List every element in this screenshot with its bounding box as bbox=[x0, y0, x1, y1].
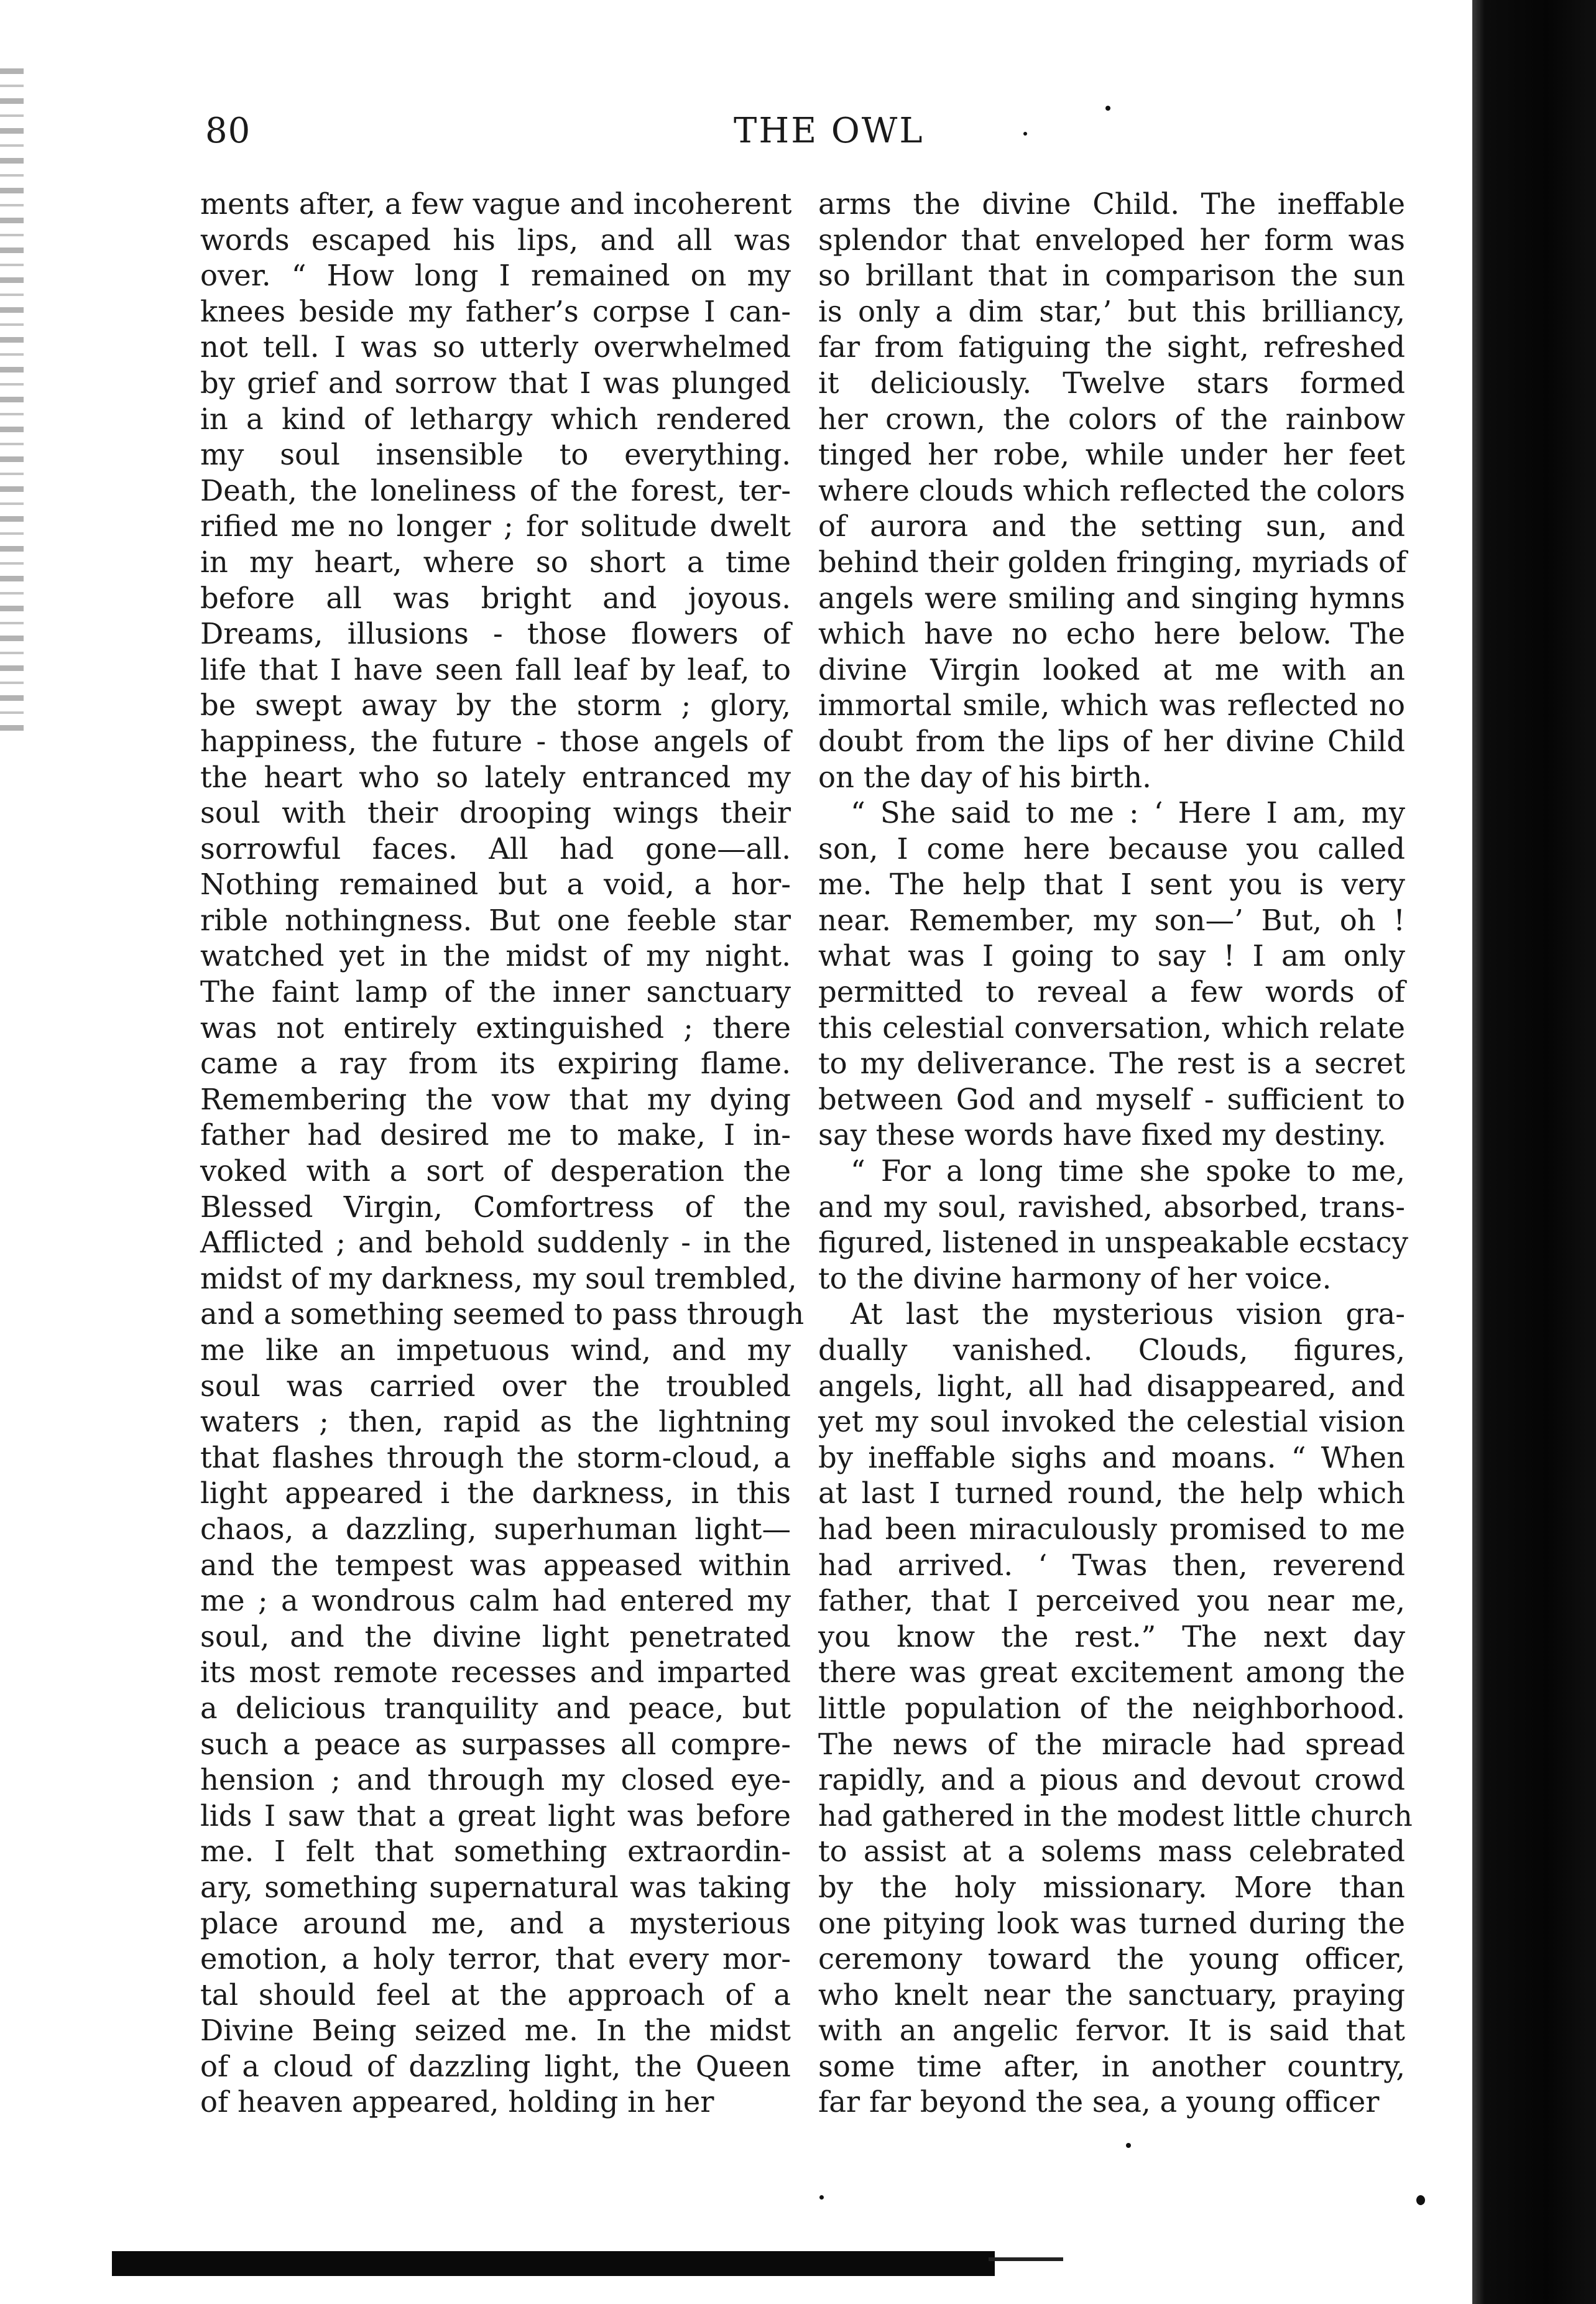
text-line: such a peace as surpasses all compre- bbox=[200, 1727, 791, 1761]
text-line: me like an impetuous wind, and my bbox=[200, 1333, 791, 1367]
text-line: lids I saw that a great light was before bbox=[200, 1798, 791, 1833]
text-line: Divine Being seized me. In the midst bbox=[200, 2014, 791, 2048]
text-line: arms the divine Child. The ineffable bbox=[818, 187, 1405, 221]
text-line: “ For a long time she spoke to me, bbox=[851, 1154, 1405, 1188]
text-line: between God and myself - sufficient to bbox=[818, 1082, 1405, 1116]
text-line: this celestial conversation, which relate bbox=[818, 1011, 1405, 1045]
text-line: the heart who so lately entranced my bbox=[200, 760, 791, 794]
scan-bar-tail bbox=[989, 2257, 1063, 2261]
text-line: by grief and sorrow that I was plunged bbox=[200, 366, 791, 400]
text-line: came a ray from its expiring flame. bbox=[200, 1047, 791, 1081]
text-line: my soul insensible to everything. bbox=[200, 438, 791, 472]
text-line: The faint lamp of the inner sanctuary bbox=[200, 975, 791, 1009]
text-line: on the day of his birth. bbox=[818, 760, 1151, 794]
text-line: rified me no longer ; for solitude dwelt bbox=[200, 509, 791, 544]
text-line: Nothing remained but a void, a hor- bbox=[200, 867, 791, 902]
text-line: it deliciously. Twelve stars formed bbox=[818, 366, 1405, 400]
text-line: angels, light, all had disappeared, and bbox=[818, 1369, 1405, 1403]
text-line: rible nothingness. But one feeble star bbox=[200, 903, 791, 937]
text-line: had been miraculously promised to me bbox=[818, 1512, 1405, 1546]
text-line: Death, the loneliness of the forest, ter- bbox=[200, 473, 791, 507]
text-line: which have no echo here below. The bbox=[818, 617, 1405, 651]
text-line: and the tempest was appeased within bbox=[200, 1548, 791, 1582]
text-line: what was I going to say ! I am only bbox=[818, 939, 1405, 973]
text-line: be swept away by the storm ; glory, bbox=[200, 688, 791, 723]
text-line: tal should feel at the approach of a bbox=[200, 1978, 791, 2012]
text-line: where clouds which reflected the colors bbox=[818, 473, 1405, 507]
text-line: that flashes through the storm-cloud, a bbox=[200, 1440, 791, 1474]
text-line: Dreams, illusions - those flowers of bbox=[200, 617, 791, 651]
text-line: was not entirely extinguished ; there bbox=[200, 1011, 791, 1045]
speck bbox=[1105, 106, 1110, 111]
text-line: permitted to reveal a few words of bbox=[818, 975, 1405, 1009]
text-line: of a cloud of dazzling light, the Queen bbox=[200, 2049, 791, 2083]
text-line: me ; a wondrous calm had entered my bbox=[200, 1584, 791, 1618]
text-line: dually vanished. Clouds, figures, bbox=[818, 1333, 1405, 1367]
text-line: behind their golden fringing, myriads of bbox=[818, 545, 1407, 579]
text-line: angels were smiling and singing hymns bbox=[818, 581, 1405, 615]
text-line: father, that I perceived you near me, bbox=[818, 1584, 1405, 1618]
text-line: midst of my darkness, my soul trembled, bbox=[200, 1261, 797, 1295]
text-line: there was great excitement among the bbox=[818, 1655, 1405, 1690]
text-line: over. “ How long I remained on my bbox=[200, 259, 791, 293]
text-line: to assist at a solems mass celebrated bbox=[818, 1834, 1405, 1869]
text-line: “ She said to me : ‘ Here I am, my bbox=[851, 796, 1405, 830]
text-line: in my heart, where so short a time bbox=[200, 545, 791, 579]
text-line: tinged her robe, while under her feet bbox=[818, 438, 1405, 472]
text-line: father had desired me to make, I in- bbox=[200, 1118, 791, 1152]
text-line: son, I come here because you called bbox=[818, 831, 1405, 866]
scan-bottom-bar-artifact bbox=[112, 2251, 995, 2276]
text-line: by ineffable sighs and moans. “ When bbox=[818, 1440, 1405, 1474]
text-line: far from fatiguing the sight, refreshed bbox=[818, 330, 1405, 364]
text-line: of aurora and the setting sun, and bbox=[818, 509, 1405, 544]
text-line: splendor that enveloped her form was bbox=[818, 223, 1405, 257]
text-line: happiness, the future - those angels of bbox=[200, 724, 791, 758]
text-line: yet my soul invoked the celestial vision bbox=[818, 1405, 1405, 1439]
text-line: who knelt near the sanctuary, praying bbox=[818, 1978, 1405, 2012]
text-line: watched yet in the midst of my night. bbox=[200, 939, 791, 973]
text-line: knees beside my father’s corpse I can- bbox=[200, 294, 791, 328]
text-line: chaos, a dazzling, superhuman light— bbox=[200, 1512, 791, 1546]
text-line: at last I turned round, the help which bbox=[818, 1476, 1405, 1511]
text-line: to the divine harmony of her voice. bbox=[818, 1261, 1332, 1295]
running-head bbox=[0, 111, 1472, 160]
text-line: light appeared i the darkness, in this bbox=[200, 1476, 791, 1511]
text-column-left bbox=[200, 187, 805, 2121]
text-line: near. Remember, my son—’ But, oh ! bbox=[818, 903, 1405, 937]
text-line: Afflicted ; and behold suddenly - in the bbox=[200, 1226, 791, 1260]
text-line: words escaped his lips, and all was bbox=[200, 223, 791, 257]
text-line: immortal smile, which was reflected no bbox=[818, 688, 1405, 723]
text-line: ments after, a few vague and incoherent bbox=[200, 187, 792, 221]
text-line: far far beyond the sea, a young officer bbox=[818, 2085, 1380, 2119]
text-line: voked with a sort of desperation the bbox=[200, 1154, 791, 1188]
text-line: its most remote recesses and imparted bbox=[200, 1655, 791, 1690]
page-number: 80 bbox=[205, 111, 251, 151]
text-line: soul with their drooping wings their bbox=[200, 796, 791, 830]
text-line: some time after, in another country, bbox=[818, 2049, 1405, 2083]
text-line: figured, listened in unspeakable ecstacy bbox=[818, 1226, 1408, 1260]
text-line: life that I have seen fall leaf by leaf, to bbox=[200, 652, 791, 687]
text-line: hension ; and through my closed eye- bbox=[200, 1763, 791, 1797]
text-line: me. The help that I sent you is very bbox=[818, 867, 1405, 902]
text-line: is only a dim star,’ but this brilliancy, bbox=[818, 294, 1405, 328]
text-line: one pitying look was turned during the bbox=[818, 1906, 1405, 1940]
text-line: waters ; then, rapid as the lightning bbox=[200, 1405, 791, 1439]
text-line: of heaven appeared, holding in her bbox=[200, 2085, 714, 2119]
text-line: so brillant that in comparison the sun bbox=[818, 259, 1405, 293]
text-line: divine Virgin looked at me with an bbox=[818, 652, 1405, 687]
text-line: little population of the neighborhood. bbox=[818, 1691, 1405, 1725]
text-line: soul was carried over the troubled bbox=[200, 1369, 791, 1403]
text-line: me. I felt that something extraordin- bbox=[200, 1834, 791, 1869]
text-line: sorrowful faces. All had gone—all. bbox=[200, 831, 791, 866]
text-line: you know the rest.” The next day bbox=[818, 1619, 1405, 1654]
text-line: Blessed Virgin, Comfortress of the bbox=[200, 1190, 791, 1224]
text-line: doubt from the lips of her divine Child bbox=[818, 724, 1405, 758]
scan-right-edge-shadow bbox=[1472, 0, 1596, 2304]
speck bbox=[1126, 2143, 1131, 2148]
text-line: her crown, the colors of the rainbow bbox=[818, 402, 1405, 436]
text-line: in a kind of lethargy which rendered bbox=[200, 402, 791, 436]
text-line: and my soul, ravished, absorbed, trans- bbox=[818, 1190, 1405, 1224]
text-line: by the holy missionary. More than bbox=[818, 1870, 1405, 1904]
text-line: ary, something supernatural was taking bbox=[200, 1870, 791, 1904]
text-line: say these words have fixed my destiny. bbox=[818, 1118, 1386, 1152]
text-line: rapidly, and a pious and devout crowd bbox=[818, 1763, 1405, 1797]
text-line: before all was bright and joyous. bbox=[200, 581, 791, 615]
running-title: THE OWL bbox=[734, 111, 925, 151]
text-line: had arrived. ‘ Twas then, reverend bbox=[818, 1548, 1405, 1582]
text-line: soul, and the divine light penetrated bbox=[200, 1619, 791, 1654]
text-line: Remembering the vow that my dying bbox=[200, 1082, 791, 1116]
scan-left-edge-artifact bbox=[0, 68, 24, 740]
text-line: not tell. I was so utterly overwhelmed bbox=[200, 330, 791, 364]
text-line: place around me, and a mysterious bbox=[200, 1906, 791, 1940]
text-line: and a something seemed to pass through bbox=[200, 1297, 805, 1331]
text-column-right bbox=[818, 187, 1413, 2121]
text-line: had gathered in the modest little church bbox=[818, 1798, 1413, 1833]
text-line: The news of the miracle had spread bbox=[818, 1727, 1405, 1761]
text-line: with an angelic fervor. It is said that bbox=[818, 2014, 1405, 2048]
text-line: to my deliverance. The rest is a secret bbox=[818, 1047, 1405, 1081]
speck bbox=[819, 2195, 824, 2200]
text-line: emotion, a holy terror, that every mor- bbox=[200, 1942, 791, 1976]
text-line: ceremony toward the young officer, bbox=[818, 1942, 1405, 1976]
text-line: At last the mysterious vision gra- bbox=[851, 1297, 1405, 1331]
speck bbox=[1416, 2195, 1425, 2205]
text-line: a delicious tranquility and peace, but bbox=[200, 1691, 791, 1725]
